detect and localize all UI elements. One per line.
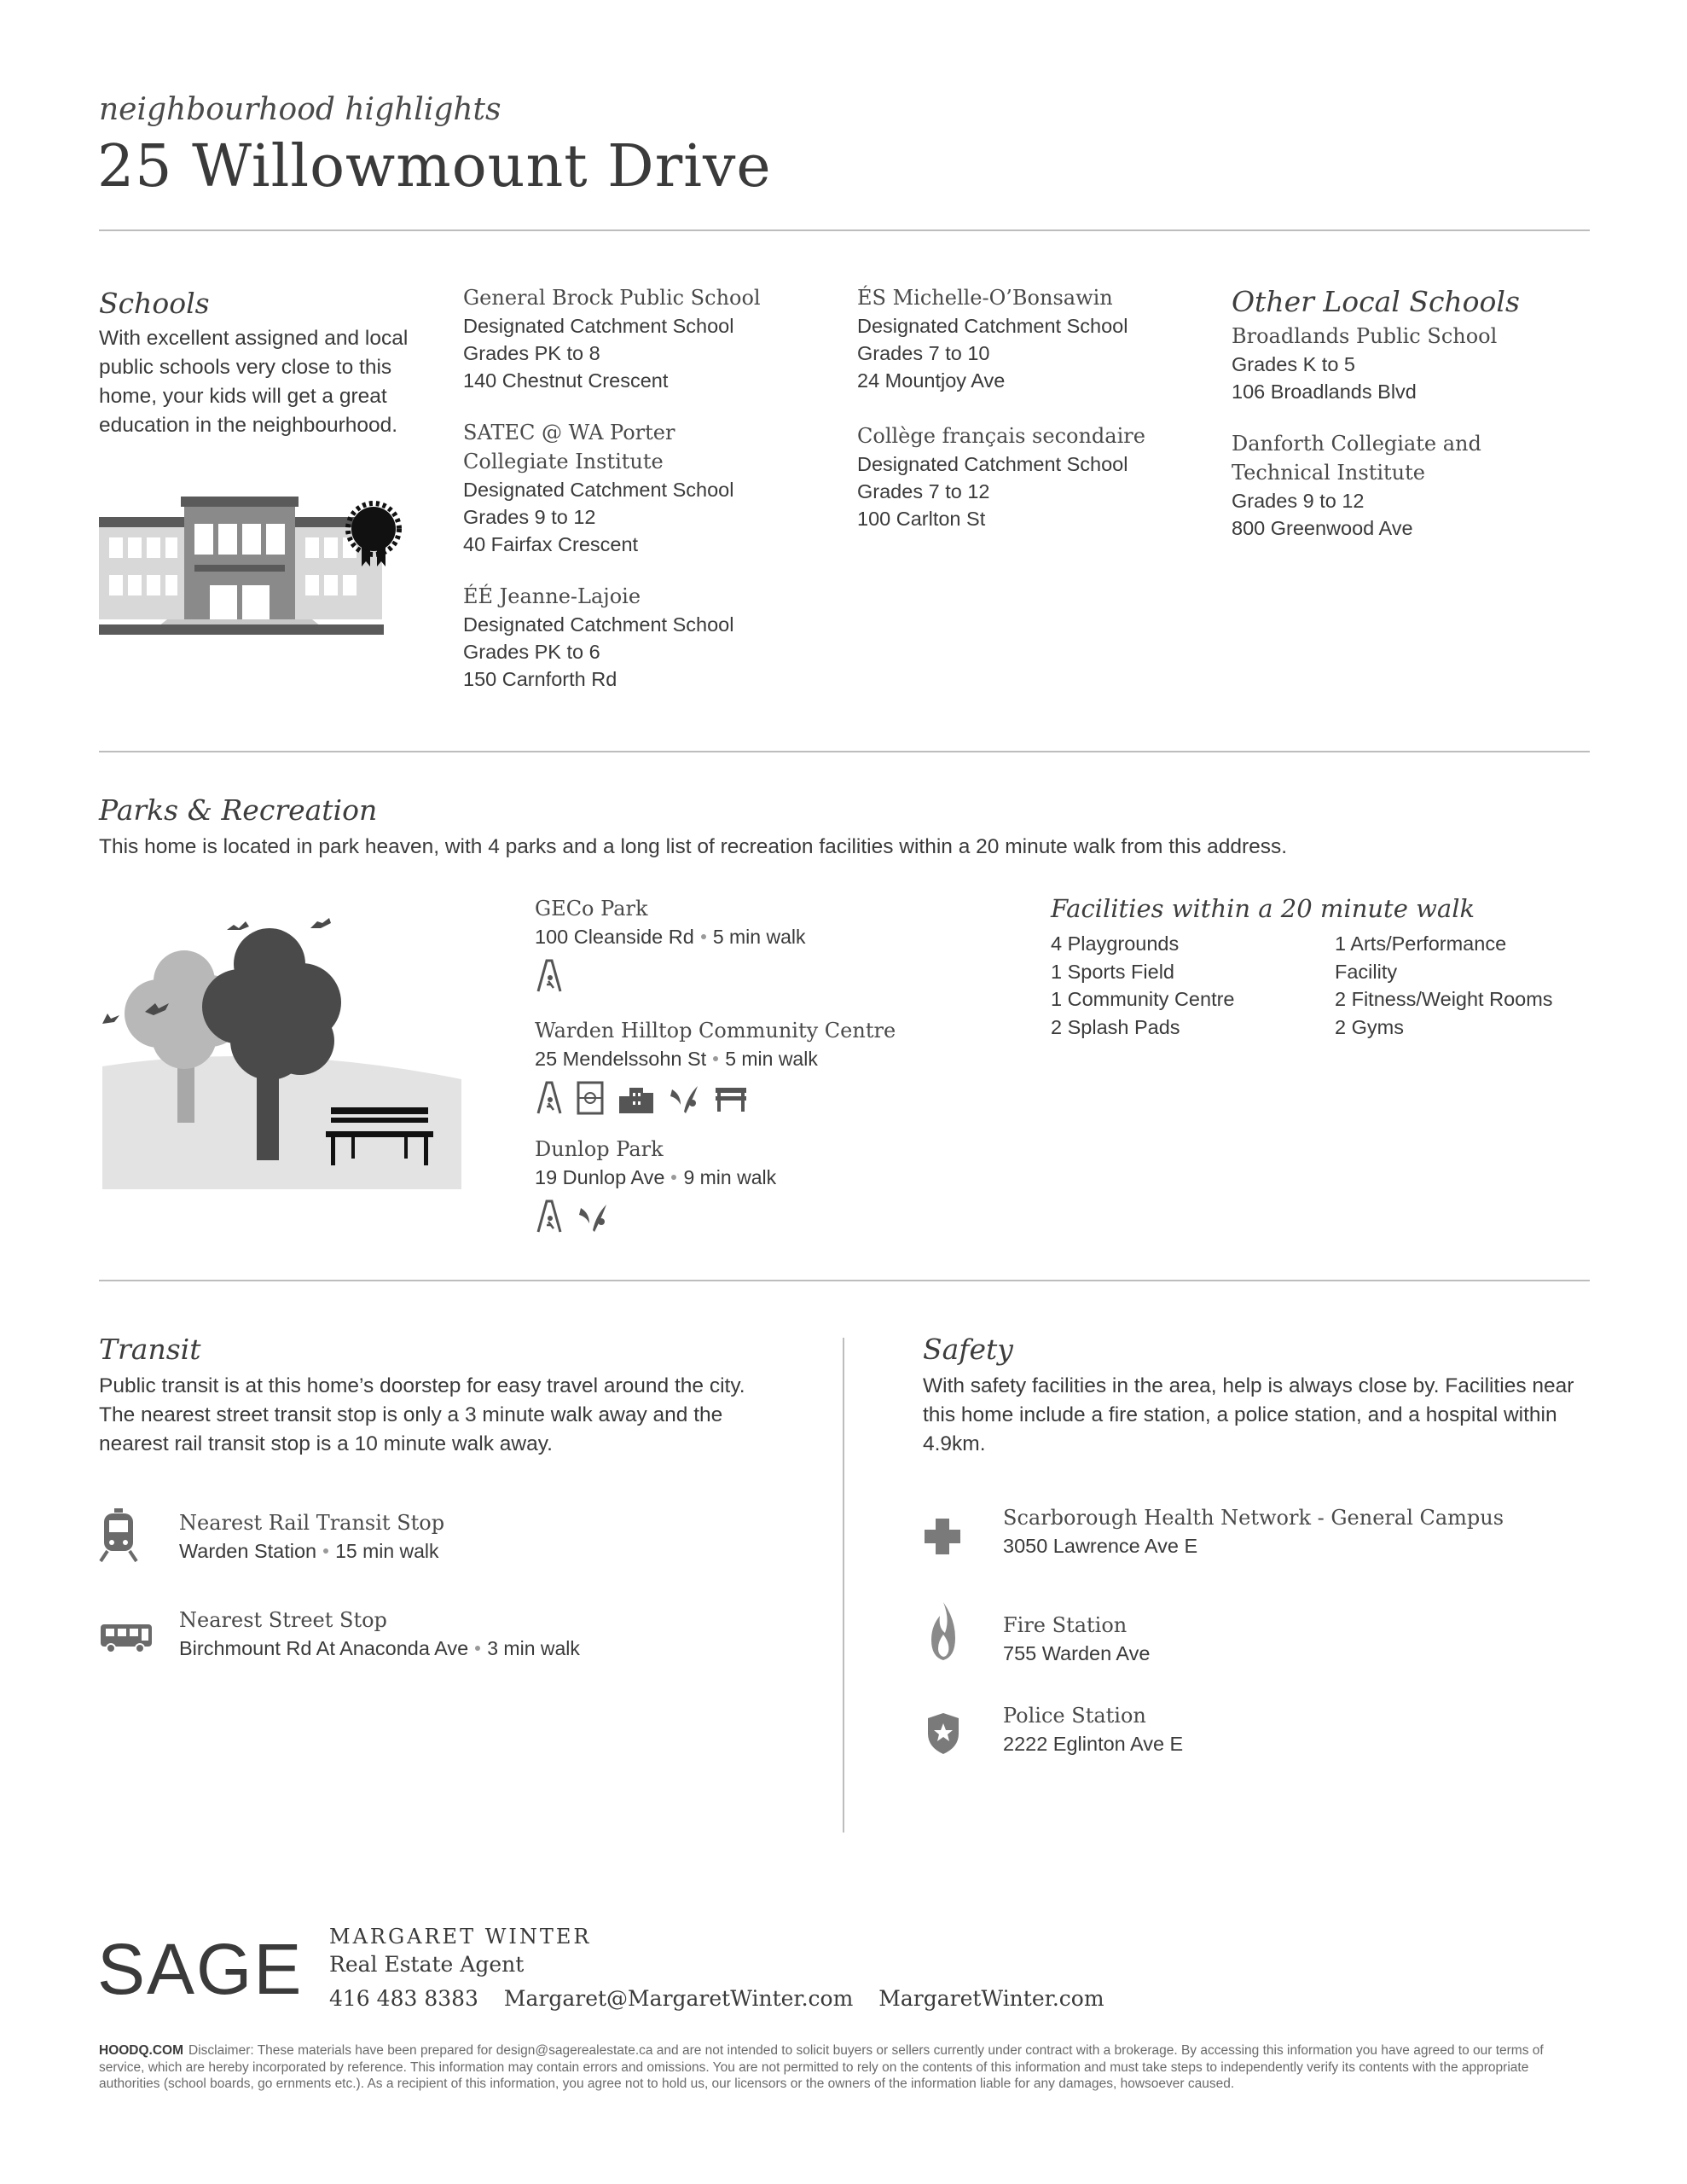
- agent-phone[interactable]: 416 483 8383: [329, 1986, 478, 2011]
- brand-logo: SAGE: [97, 1929, 304, 2009]
- school-grades: Grades 7 to 12: [857, 480, 990, 502]
- bus-icon: [99, 1621, 154, 1655]
- separator-dot: [701, 934, 706, 939]
- train-icon: [99, 1508, 138, 1563]
- school-grades: Grades K to 5: [1232, 353, 1355, 375]
- school-entry: [1232, 322, 1590, 405]
- park-entry: [535, 894, 1012, 997]
- fitness-icon: [714, 1081, 748, 1115]
- splash-pad-icon: [576, 1199, 610, 1234]
- school-building-icon: [99, 493, 406, 643]
- page-kicker: neighbourhood highlights: [99, 92, 501, 127]
- divider: [99, 751, 1590, 752]
- park-name: GECo Park: [535, 897, 648, 921]
- hospital-cross-icon: [923, 1517, 962, 1556]
- facilities-title: Facilities within a 20 minute walk: [1051, 894, 1475, 923]
- amenity-icons: [535, 1081, 1012, 1119]
- safety-facility: [1003, 1701, 1183, 1757]
- facility-item: 1 Community Centre: [1051, 988, 1235, 1010]
- school-catchment: Designated Catchment School: [463, 613, 734, 636]
- splash-pad-icon: [667, 1081, 701, 1115]
- separator-dot: [671, 1175, 676, 1180]
- school-address: 100 Carlton St: [857, 508, 986, 530]
- school-entry: [857, 421, 1215, 532]
- safety-description: With safety facilities in the area, help is always close by. Facilities near this home include a fire station, a police station, and a hospital within 4.9km.: [923, 1374, 1574, 1455]
- community-centre-icon: [617, 1081, 655, 1115]
- school-name: Collège français secondaire: [857, 424, 1145, 448]
- column-divider: [843, 1338, 844, 1833]
- schools-column-1: [463, 283, 821, 693]
- amenity-icons: [535, 959, 1012, 997]
- rail-stop-label: Nearest Rail Transit Stop: [179, 1511, 445, 1535]
- safety-facility: [1003, 1503, 1504, 1560]
- school-name: ÉÉ Jeanne-Lajoie: [463, 584, 641, 608]
- rail-stop: [179, 1508, 444, 1565]
- walk-time: 5 min walk: [712, 926, 806, 948]
- playground-icon: [535, 1199, 564, 1234]
- playground-icon: [535, 959, 564, 993]
- school-address: 106 Broadlands Blvd: [1232, 380, 1417, 403]
- facilities-column-2: [1335, 930, 1553, 1041]
- facility-item: 4 Playgrounds: [1051, 932, 1180, 955]
- park-address: 25 Mendelssohn St: [535, 1048, 707, 1070]
- page-title: 25 Willowmount Drive: [97, 133, 772, 200]
- schools-column-2: [857, 283, 1215, 532]
- school-grades: Grades 9 to 12: [463, 506, 596, 528]
- school-name: ÉS Michelle-O’Bonsawin: [857, 286, 1113, 310]
- school-entry: [1232, 429, 1590, 542]
- school-catchment: Designated Catchment School: [463, 315, 734, 337]
- walk-time: 15 min walk: [335, 1540, 439, 1562]
- school-name: Broadlands Public School: [1232, 324, 1498, 348]
- school-entry: [463, 582, 821, 693]
- street-stop-label: Nearest Street Stop: [179, 1608, 387, 1632]
- safety-facility: [1003, 1611, 1150, 1667]
- disclaimer-brand[interactable]: HOODQ.COM: [99, 2043, 184, 2058]
- school-entry: [463, 283, 821, 394]
- school-name: Danforth Collegiate and Technical Institute: [1232, 432, 1481, 485]
- safety-facility-name: Scarborough Health Network - General Campus: [1003, 1506, 1504, 1530]
- facilities-block: [1051, 894, 1597, 1041]
- facility-item: 2 Gyms: [1335, 1015, 1404, 1038]
- school-grades: Grades 7 to 10: [857, 342, 990, 364]
- police-badge-icon: [926, 1711, 960, 1756]
- other-schools-title: Other Local Schools: [1232, 285, 1520, 318]
- parks-description: This home is located in park heaven, with 4 parks and a long list of recreation facilities within a 20 minute walk from this address.: [99, 835, 1288, 858]
- divider: [99, 1280, 1590, 1281]
- park-entry: [535, 1016, 1012, 1119]
- safety-facility-address: 755 Warden Ave: [1003, 1642, 1151, 1664]
- parks-title: Parks & Recreation: [99, 793, 378, 827]
- school-catchment: Designated Catchment School: [857, 453, 1128, 475]
- school-grades: Grades PK to 8: [463, 342, 600, 364]
- facilities-column-1: [1051, 930, 1335, 1041]
- separator-dot: [475, 1646, 480, 1651]
- school-grades: Grades 9 to 12: [1232, 490, 1365, 512]
- rail-stop-name: Warden Station: [179, 1540, 317, 1562]
- schools-title: Schools: [99, 287, 210, 320]
- park-address: 100 Cleanside Rd: [535, 926, 694, 948]
- street-stop: [179, 1606, 580, 1662]
- school-catchment: Designated Catchment School: [857, 315, 1128, 337]
- separator-dot: [323, 1548, 328, 1554]
- school-address: 40 Fairfax Crescent: [463, 533, 639, 555]
- safety-facility-name: Police Station: [1003, 1704, 1146, 1728]
- disclaimer-text: Disclaimer: These materials have been prepared for design@sagerealestate.ca and are not intended to solicit buyers or sellers currently under contract with a brokerage. By accessing this information you have agreed to our terms of service, which are hereby incorporated by reference. This information may contain errors and omissions. You are not permitted to rely on the contents of this information and must take steps to independently verify its contents with the appropriate authorities (school boards, go ernments etc.). As a recipient of this information, you agree not to hold us, our licensors or the owners of the information liable for any damages, howsoever caused.: [99, 2043, 1544, 2091]
- safety-title: Safety: [923, 1333, 1013, 1366]
- facility-item: 1 Sports Field: [1051, 960, 1174, 983]
- fire-icon: [926, 1600, 960, 1662]
- agent-website[interactable]: MargaretWinter.com: [878, 1986, 1104, 2011]
- school-name: General Brock Public School: [463, 286, 761, 310]
- agent-email[interactable]: Margaret@MargaretWinter.com: [503, 1986, 854, 2011]
- schools-description: With excellent assigned and local public schools very close to this home, your kids will get a great education in the neighbourhood.: [99, 327, 409, 437]
- agent-role: Real Estate Agent: [329, 1952, 525, 1977]
- divider: [99, 229, 1590, 231]
- playground-icon: [535, 1081, 564, 1115]
- school-address: 24 Mountjoy Ave: [857, 369, 1006, 392]
- park-entry: [535, 1135, 1012, 1238]
- sports-field-icon: [576, 1081, 605, 1115]
- street-stop-name: Birchmount Rd At Anaconda Ave: [179, 1637, 469, 1659]
- facility-item: Facility: [1335, 960, 1398, 983]
- walk-time: 9 min walk: [683, 1166, 777, 1188]
- school-address: 140 Chestnut Crescent: [463, 369, 669, 392]
- agent-name: MARGARET WINTER: [329, 1925, 592, 1949]
- school-address: 150 Carnforth Rd: [463, 668, 617, 690]
- park-address: 19 Dunlop Ave: [535, 1166, 665, 1188]
- transit-title: Transit: [99, 1333, 201, 1366]
- school-entry: [857, 283, 1215, 394]
- safety-facility-address: 3050 Lawrence Ave E: [1003, 1535, 1198, 1557]
- disclaimer: [99, 2042, 1591, 2093]
- school-grades: Grades PK to 6: [463, 641, 600, 663]
- park-name: Warden Hilltop Community Centre: [535, 1019, 896, 1043]
- school-name: SATEC @ WA Porter Collegiate Institute: [463, 421, 675, 473]
- safety-facility-name: Fire Station: [1003, 1613, 1128, 1637]
- agent-contact: [329, 1986, 1123, 2011]
- school-address: 800 Greenwood Ave: [1232, 517, 1413, 539]
- park-trees-icon: [99, 913, 466, 1194]
- facility-item: 1 Arts/Performance: [1335, 932, 1507, 955]
- walk-time: 3 min walk: [487, 1637, 580, 1659]
- park-name: Dunlop Park: [535, 1137, 664, 1161]
- facility-item: 2 Fitness/Weight Rooms: [1335, 988, 1553, 1010]
- safety-facility-address: 2222 Eglinton Ave E: [1003, 1733, 1184, 1755]
- school-catchment: Designated Catchment School: [463, 479, 734, 501]
- separator-dot: [713, 1056, 718, 1061]
- transit-description: Public transit is at this home’s doorstep for easy travel around the city. The nearest street transit stop is only a 3 minute walk away and the nearest rail transit stop is a 10 minute walk away.: [99, 1374, 745, 1455]
- amenity-icons: [535, 1199, 1012, 1238]
- other-schools-column: [1232, 285, 1590, 542]
- school-entry: [463, 418, 821, 558]
- facility-item: 2 Splash Pads: [1051, 1015, 1180, 1038]
- parks-list: [535, 894, 1012, 1238]
- walk-time: 5 min walk: [725, 1048, 818, 1070]
